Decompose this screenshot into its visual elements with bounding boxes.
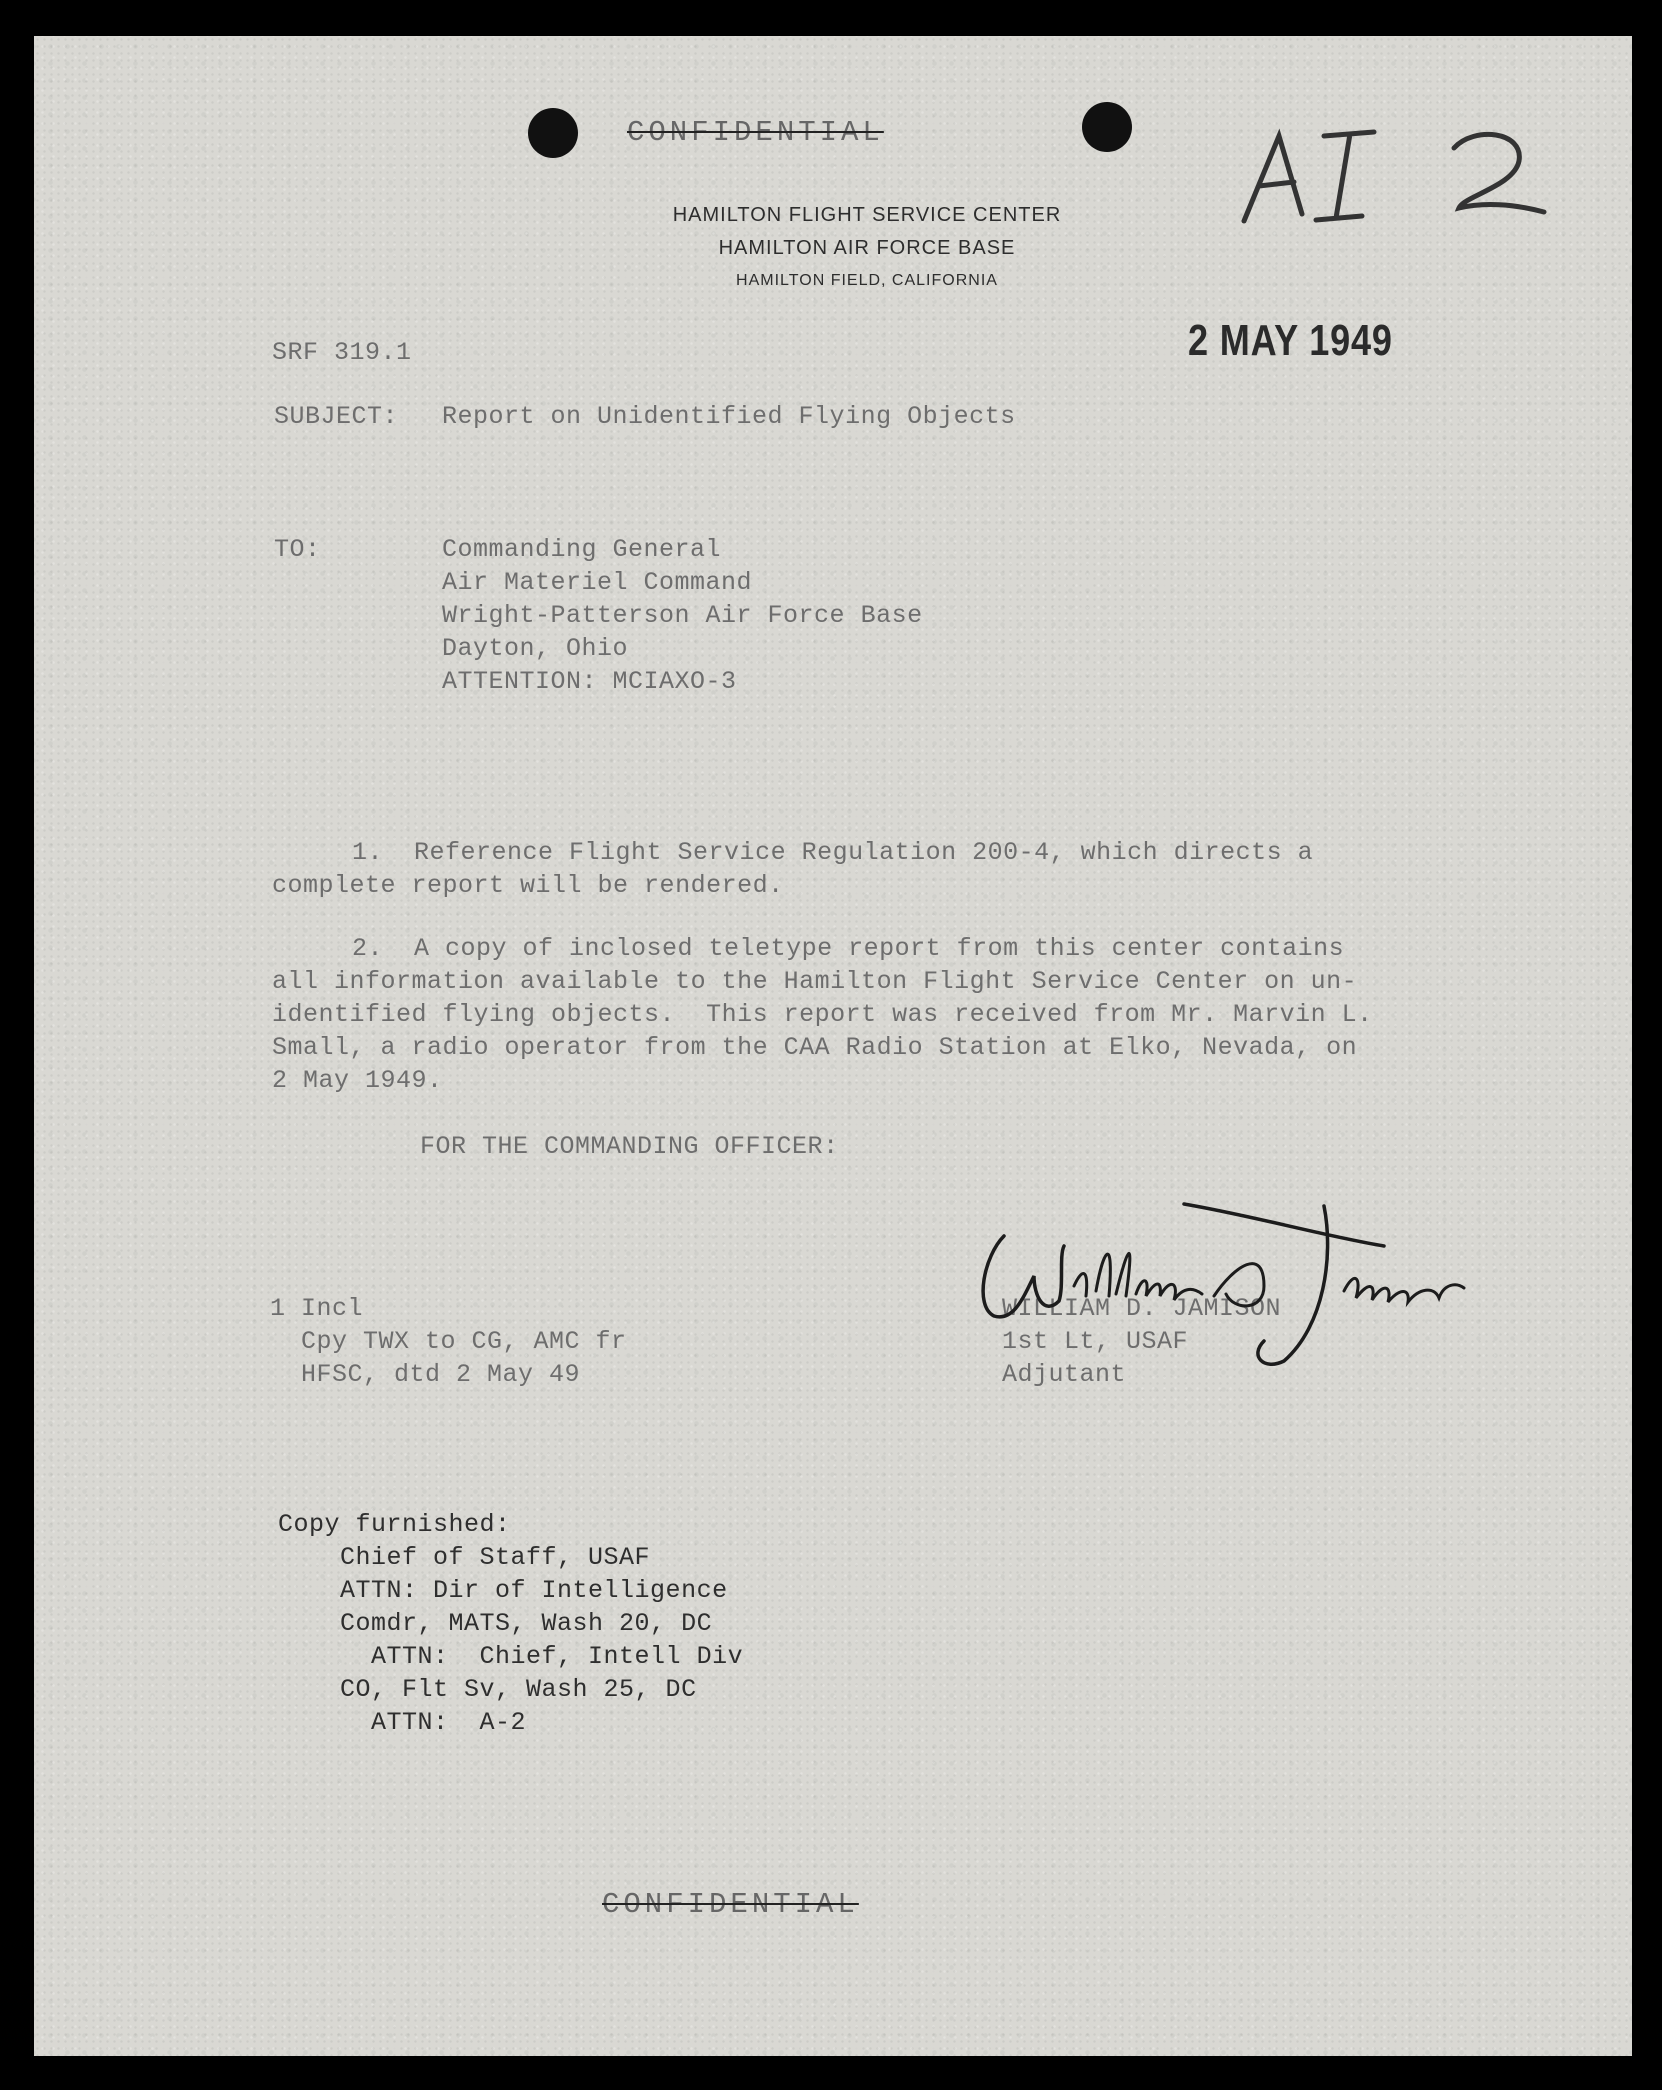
paragraph-2-line: all information available to the Hamilton Flight Service Center on un- xyxy=(272,967,1358,996)
punch-hole-right xyxy=(1082,102,1132,152)
subject-label: SUBJECT: xyxy=(274,402,399,431)
enclosure-line: HFSC, dtd 2 May 49 xyxy=(270,1360,581,1389)
punch-hole-left xyxy=(528,108,578,158)
copy-furnished-line: Comdr, MATS, Wash 20, DC xyxy=(278,1609,713,1638)
document-page xyxy=(34,36,1632,2056)
file-reference: SRF 319.1 xyxy=(272,338,412,367)
paragraph-1-line: 1. Reference Flight Service Regulation 200-4, which directs a xyxy=(352,838,1314,867)
letterhead-line-3: HAMILTON FIELD, CALIFORNIA xyxy=(736,272,998,289)
signature-line: 1st Lt, USAF xyxy=(1002,1327,1189,1356)
signature-line: WILLIAM D. JAMISON xyxy=(1002,1294,1282,1323)
copy-furnished-line: Copy furnished: xyxy=(278,1510,511,1539)
paragraph-2-line: 2. A copy of inclosed teletype report from this center contains xyxy=(352,934,1345,963)
copy-furnished-line: ATTN: Dir of Intelligence xyxy=(278,1576,728,1605)
addressee-line: ATTENTION: MCIAXO-3 xyxy=(442,667,737,696)
letterhead-line-1: HAMILTON FLIGHT SERVICE CENTER xyxy=(672,204,1062,226)
date-stamp: 2 MAY 1949 xyxy=(1188,316,1393,365)
copy-furnished-line: CO, Flt Sv, Wash 25, DC xyxy=(278,1675,697,1704)
classification-top: CONFIDENTIAL xyxy=(627,116,884,149)
handwritten-signature xyxy=(964,1176,1484,1376)
copy-furnished-line: ATTN: Chief, Intell Div xyxy=(278,1642,744,1671)
enclosure-line: 1 Incl xyxy=(270,1294,364,1323)
paragraph-1-line: complete report will be rendered. xyxy=(272,871,784,900)
addressee-line: Commanding General xyxy=(442,535,722,564)
signature-line: Adjutant xyxy=(1002,1360,1127,1389)
to-label: TO: xyxy=(274,535,321,564)
classification-bottom: CONFIDENTIAL xyxy=(602,1888,859,1921)
closing-line: FOR THE COMMANDING OFFICER: xyxy=(420,1132,839,1161)
addressee-line: Dayton, Ohio xyxy=(442,634,629,663)
addressee-line: Air Materiel Command xyxy=(442,568,753,597)
letterhead-line-2: HAMILTON AIR FORCE BASE xyxy=(718,237,1016,259)
handwritten-mark xyxy=(1224,96,1564,246)
subject-text: Report on Unidentified Flying Objects xyxy=(442,402,1016,431)
addressee-line: Wright-Patterson Air Force Base xyxy=(442,601,923,630)
copy-furnished-line: ATTN: A-2 xyxy=(278,1708,527,1737)
paragraph-2-line: Small, a radio operator from the CAA Radio Station at Elko, Nevada, on xyxy=(272,1033,1358,1062)
paragraph-2-line: 2 May 1949. xyxy=(272,1066,443,1095)
paragraph-2-line: identified flying objects. This report was received from Mr. Marvin L. xyxy=(272,1000,1373,1029)
copy-furnished-line: Chief of Staff, USAF xyxy=(278,1543,651,1572)
enclosure-line: Cpy TWX to CG, AMC fr xyxy=(270,1327,627,1356)
